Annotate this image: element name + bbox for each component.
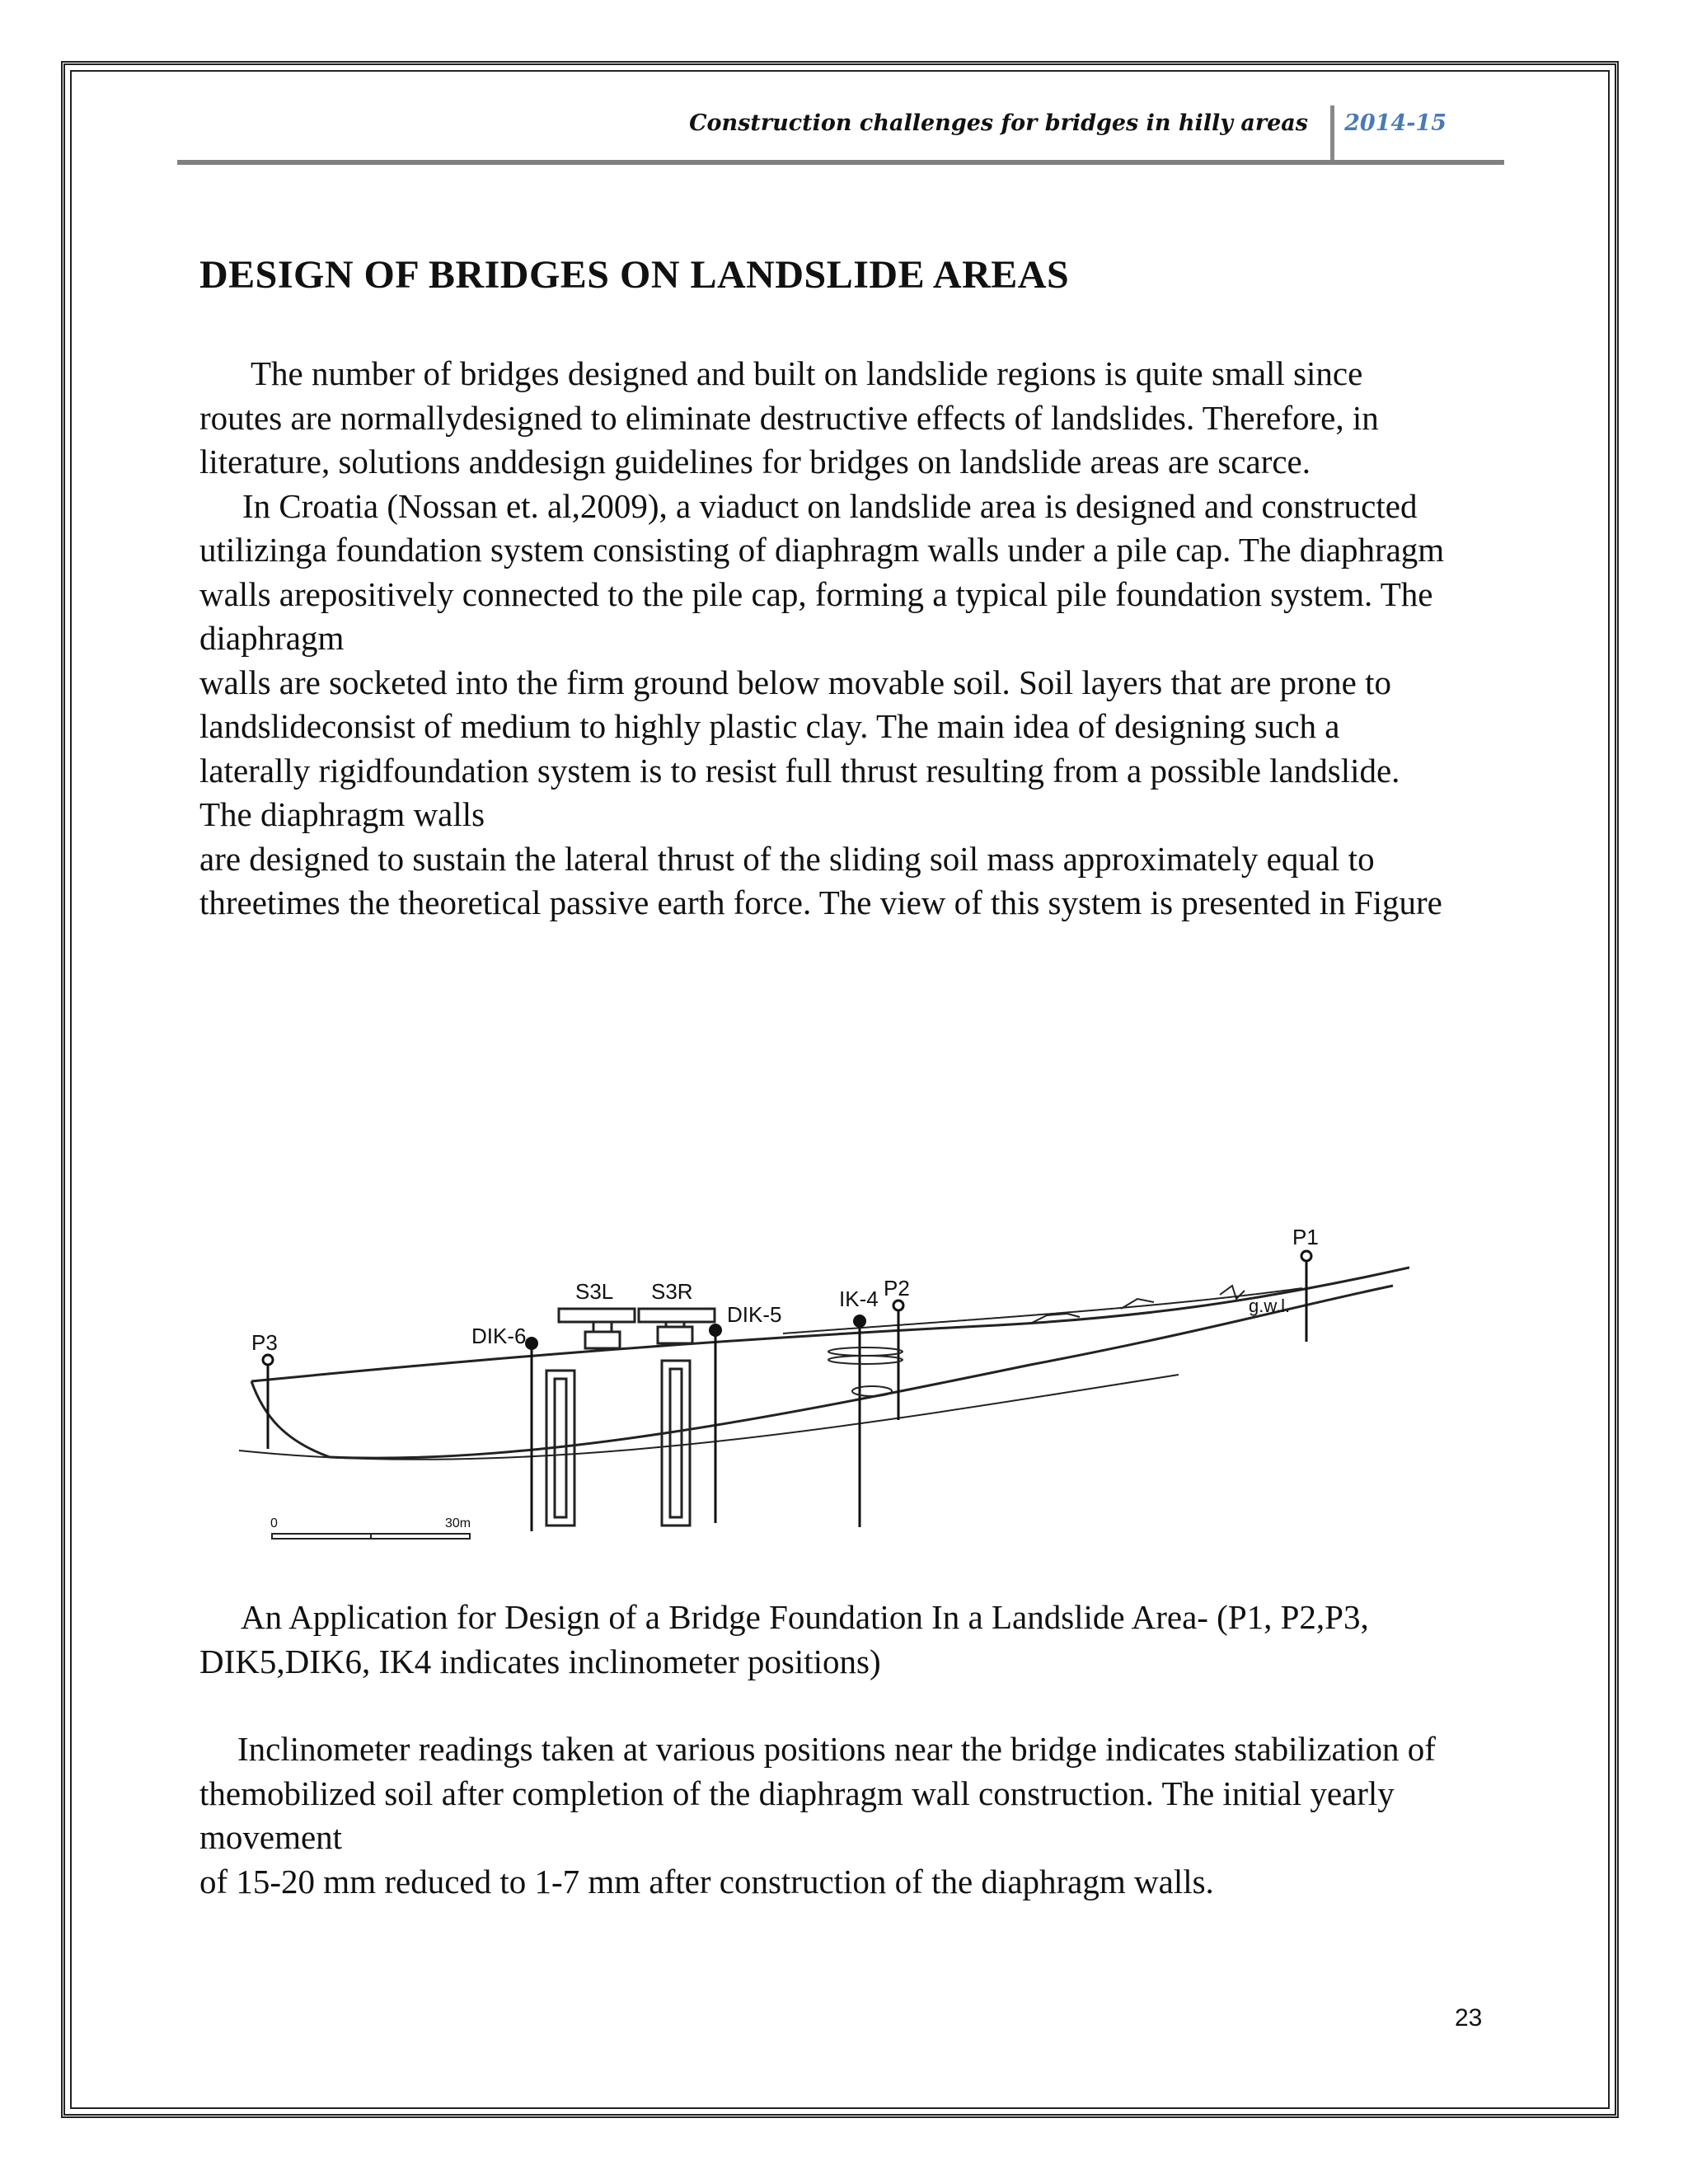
label-ik4: IK-4 <box>839 1286 879 1311</box>
body-text-lower <box>199 1727 1452 1904</box>
marker-ik4 <box>853 1315 866 1328</box>
marker-dik5 <box>709 1324 722 1337</box>
paragraph-inclinometer-cont: of 15-20 mm reduced to 1-7 mm after construction of the diaphragm walls. <box>199 1862 1214 1900</box>
marker-p1 <box>1301 1251 1311 1261</box>
label-p3: P3 <box>251 1330 278 1355</box>
marker-dik6 <box>525 1337 538 1350</box>
paragraph-inclinometer: Inclinometer readings taken at various positions near the bridge indicates stabilization of themobilized soil after completion of the diaphragm wall construction. The initial yearly movement <box>199 1730 1436 1856</box>
header-separator <box>1330 105 1334 162</box>
label-s3r: S3R <box>651 1279 693 1304</box>
landslide-bridge-figure <box>206 1210 1409 1556</box>
header-year: 2014-15 <box>1344 110 1447 136</box>
deck-s3r <box>639 1309 715 1322</box>
diaphragm-wall-right <box>662 1361 690 1526</box>
page-number: 23 <box>1455 2004 1483 2032</box>
label-dik5: DIK-5 <box>727 1302 782 1327</box>
label-s3l: S3L <box>575 1279 614 1304</box>
section-title: DESIGN OF BRIDGES ON LANDSLIDE AREAS <box>199 253 1070 297</box>
diaphragm-wall-right-inner <box>670 1369 682 1517</box>
pile-cap-s3l <box>585 1332 620 1348</box>
left-slope <box>251 1381 330 1457</box>
running-header <box>177 105 1504 162</box>
header-rule <box>177 160 1504 165</box>
scale-end-label: 30m <box>445 1516 471 1530</box>
deck-s3l <box>559 1309 635 1322</box>
header-title: Construction challenges for bridges in hilly areas <box>689 110 1308 136</box>
marker-p3 <box>263 1355 273 1365</box>
label-p2: P2 <box>884 1276 910 1301</box>
label-gwl: g.w.l. <box>1249 1296 1291 1316</box>
scale-start-label: 0 <box>270 1516 278 1530</box>
paragraph-intro: The number of bridges designed and built on landslide regions is quite small since routes are normallydesigned to eliminate destructive effects of landslides. Therefore, in literature, solutions anddesign guidelines for bridges on landslide areas are scarce. <box>199 354 1379 480</box>
firm-layer-line <box>239 1375 1179 1460</box>
body-text-upper <box>199 352 1452 926</box>
marker-p2 <box>893 1301 903 1310</box>
paragraph-croatia-cont-2: are designed to sustain the lateral thrust of the sliding soil mass approximately equal to threetimes the theoretical passive earth force. The view of this system is presented in Figure <box>199 839 1442 921</box>
pile-cap-s3r <box>658 1327 692 1343</box>
label-dik6: DIK-6 <box>471 1324 527 1348</box>
figure-caption: An Application for Design of a Bridge Foundation In a Landslide Area- (P1, P2,P3, DIK5,DIK6, IK4 indicates inclinometer positions) <box>199 1598 1369 1680</box>
paragraph-croatia-cont-1: walls are socketed into the firm ground below movable soil. Soil layers that are prone to landslideconsist of medium to highly plastic clay. The main idea of designing such a laterally rigidfoundation system is to resist full thrust resulting from a possible landslide. The diaphragm walls <box>199 663 1400 833</box>
scale-bar <box>270 1516 471 1539</box>
ground-surface <box>251 1268 1409 1381</box>
paragraph-croatia: In Croatia (Nossan et. al,2009), a viaduct on landslide area is designed and constructed utilizinga foundation system consisting of diaphragm walls under a pile cap. The diaphragm walls arepositively connected to the pile cap, forming a typical pile foundation system. The diaphragm <box>199 486 1445 657</box>
slip-surface <box>330 1286 1393 1458</box>
label-p1: P1 <box>1292 1225 1319 1249</box>
